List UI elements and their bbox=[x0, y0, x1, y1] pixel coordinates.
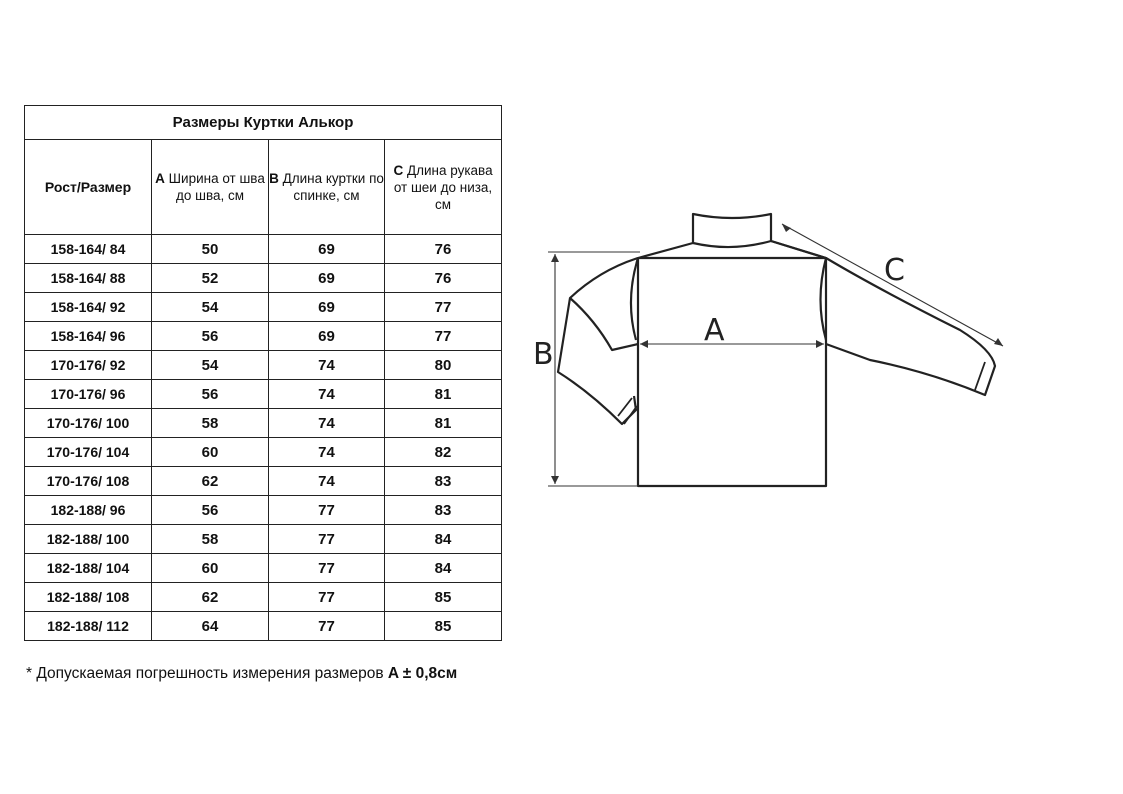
width-a-cell: 50 bbox=[152, 235, 269, 264]
footnote-text: * Допускаемая погрешность измерения размеров bbox=[26, 665, 388, 682]
size-cell: 170-176/ 100 bbox=[25, 409, 152, 438]
width-a-cell: 52 bbox=[152, 264, 269, 293]
width-a-cell: 56 bbox=[152, 496, 269, 525]
sleeve-c-cell: 85 bbox=[385, 612, 502, 641]
width-a-cell: 58 bbox=[152, 409, 269, 438]
width-a-cell: 56 bbox=[152, 322, 269, 351]
table-row bbox=[25, 554, 502, 583]
table-row bbox=[25, 612, 502, 641]
header-b-letter: B bbox=[269, 171, 279, 186]
size-cell: 182-188/ 100 bbox=[25, 525, 152, 554]
width-a-cell: 62 bbox=[152, 583, 269, 612]
table-row bbox=[25, 351, 502, 380]
width-a-cell: 58 bbox=[152, 525, 269, 554]
sleeve-c-cell: 80 bbox=[385, 351, 502, 380]
length-b-cell: 69 bbox=[269, 322, 385, 351]
length-b-cell: 74 bbox=[269, 467, 385, 496]
sleeve-c-cell: 76 bbox=[385, 264, 502, 293]
sleeve-c-cell: 83 bbox=[385, 467, 502, 496]
length-b-cell: 74 bbox=[269, 380, 385, 409]
table-row bbox=[25, 235, 502, 264]
table-row bbox=[25, 409, 502, 438]
jacket-diagram bbox=[530, 200, 1020, 500]
length-b-cell: 69 bbox=[269, 293, 385, 322]
table-title: Размеры Куртки Алькор bbox=[25, 106, 502, 140]
length-b-cell: 69 bbox=[269, 264, 385, 293]
width-a-cell: 56 bbox=[152, 380, 269, 409]
sleeve-c-cell: 84 bbox=[385, 525, 502, 554]
width-a-cell: 62 bbox=[152, 467, 269, 496]
size-cell: 170-176/ 96 bbox=[25, 380, 152, 409]
size-cell: 158-164/ 96 bbox=[25, 322, 152, 351]
header-a-text: Ширина от шва до шва, см bbox=[168, 171, 265, 203]
table-row bbox=[25, 438, 502, 467]
size-cell: 182-188/ 96 bbox=[25, 496, 152, 525]
table-row bbox=[25, 496, 502, 525]
table-row bbox=[25, 380, 502, 409]
sleeve-c-cell: 77 bbox=[385, 322, 502, 351]
header-c-text: Длина рукава от шеи до низа, см bbox=[393, 162, 493, 212]
header-c bbox=[385, 140, 502, 235]
length-b-cell: 74 bbox=[269, 438, 385, 467]
length-b-cell: 77 bbox=[269, 554, 385, 583]
header-b-text: Длина куртки по спинке, см bbox=[282, 171, 384, 203]
label-c: C bbox=[884, 253, 905, 288]
table-row bbox=[25, 322, 502, 351]
sleeve-c-cell: 83 bbox=[385, 496, 502, 525]
size-cell: 170-176/ 108 bbox=[25, 467, 152, 496]
width-a-cell: 54 bbox=[152, 293, 269, 322]
size-cell: 170-176/ 92 bbox=[25, 351, 152, 380]
width-a-cell: 60 bbox=[152, 438, 269, 467]
size-cell: 158-164/ 84 bbox=[25, 235, 152, 264]
table-row bbox=[25, 264, 502, 293]
sleeve-c-cell: 82 bbox=[385, 438, 502, 467]
length-b-cell: 77 bbox=[269, 612, 385, 641]
length-b-cell: 77 bbox=[269, 496, 385, 525]
label-b: B bbox=[533, 337, 554, 372]
sleeve-c-cell: 77 bbox=[385, 293, 502, 322]
header-a bbox=[152, 140, 269, 235]
table-row bbox=[25, 583, 502, 612]
footnote bbox=[26, 665, 457, 683]
table-row bbox=[25, 525, 502, 554]
sleeve-c-cell: 81 bbox=[385, 380, 502, 409]
sleeve-c-cell: 84 bbox=[385, 554, 502, 583]
size-cell: 158-164/ 92 bbox=[25, 293, 152, 322]
length-b-cell: 69 bbox=[269, 235, 385, 264]
sleeve-c-cell: 85 bbox=[385, 583, 502, 612]
width-a-cell: 54 bbox=[152, 351, 269, 380]
length-b-cell: 74 bbox=[269, 409, 385, 438]
size-table bbox=[24, 105, 502, 641]
header-rost: Рост/Размер bbox=[25, 140, 152, 235]
size-cell: 170-176/ 104 bbox=[25, 438, 152, 467]
width-a-cell: 60 bbox=[152, 554, 269, 583]
table-row bbox=[25, 293, 502, 322]
length-b-cell: 77 bbox=[269, 583, 385, 612]
footnote-tolerance: A ± 0,8см bbox=[387, 665, 458, 682]
label-a: A bbox=[704, 313, 725, 348]
length-b-cell: 74 bbox=[269, 351, 385, 380]
sleeve-c-cell: 81 bbox=[385, 409, 502, 438]
size-cell: 158-164/ 88 bbox=[25, 264, 152, 293]
size-cell: 182-188/ 108 bbox=[25, 583, 152, 612]
header-a-letter: A bbox=[155, 171, 165, 186]
size-cell: 182-188/ 112 bbox=[25, 612, 152, 641]
sleeve-c-cell: 76 bbox=[385, 235, 502, 264]
length-b-cell: 77 bbox=[269, 525, 385, 554]
size-cell: 182-188/ 104 bbox=[25, 554, 152, 583]
header-c-letter: C bbox=[393, 162, 404, 178]
width-a-cell: 64 bbox=[152, 612, 269, 641]
table-row bbox=[25, 467, 502, 496]
jacket-outline bbox=[558, 214, 995, 486]
header-b bbox=[269, 140, 385, 235]
